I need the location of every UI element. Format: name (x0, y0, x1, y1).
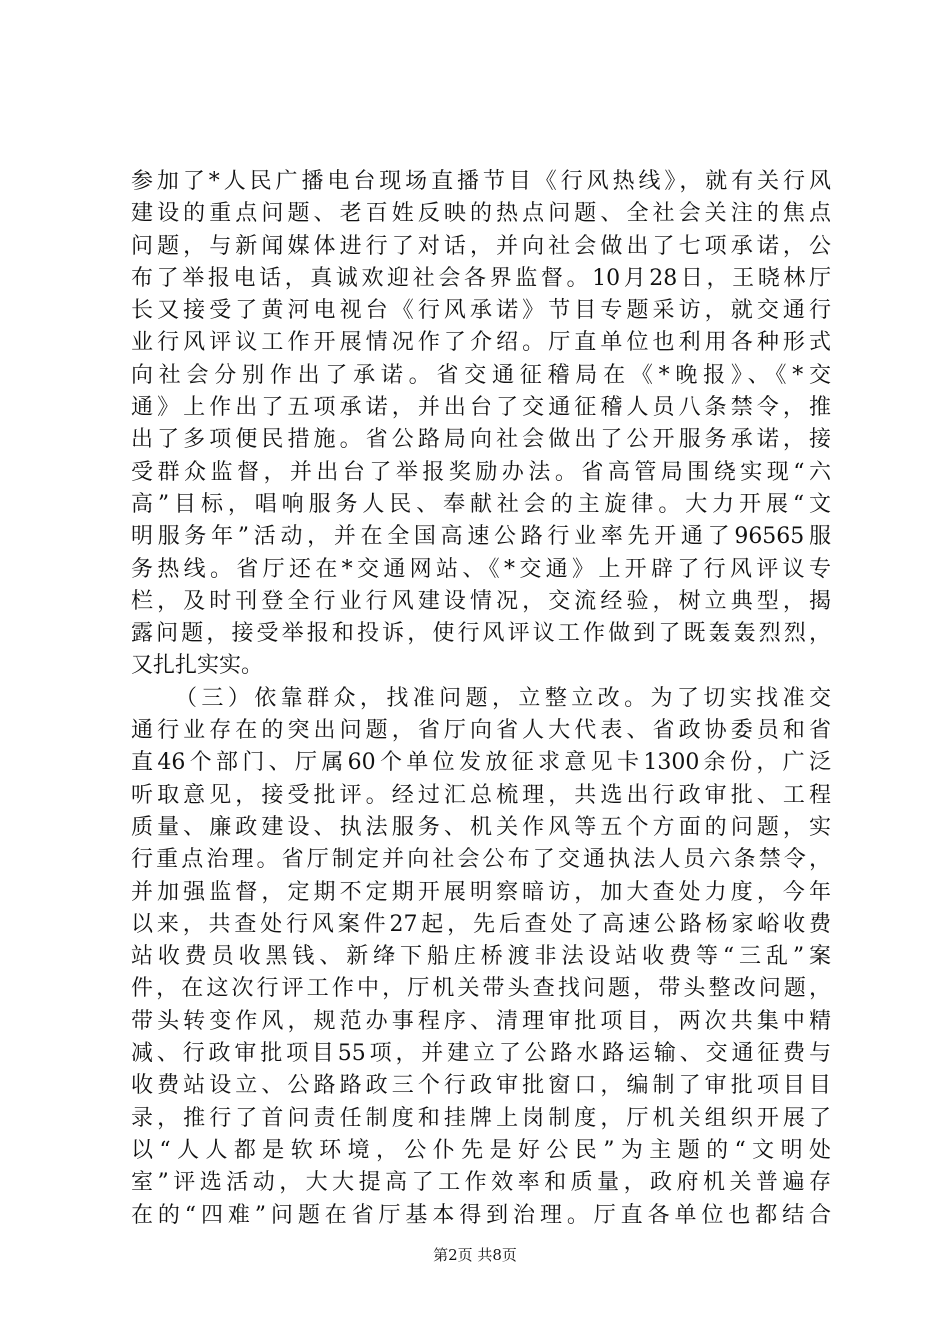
text-line: 以来，共查处行风案件27起，先后查处了高速公路杨家峪收费 (131, 911, 831, 937)
text-line: 务热线。省厅还在*交通网站、《*交通》上开辟了行风评议专 (131, 556, 831, 582)
text-line: 参加了*人民广播电台现场直播节目《行风热线》，就有关行风 (131, 169, 831, 194)
text-line: 收费站设立、公路路政三个行政审批窗口，编制了审批项目目 (131, 1073, 831, 1099)
text-line: 业行风评议工作开展情况作了介绍。厅直单位也利用各种形式 (131, 330, 831, 356)
text-line: 通》上作出了五项承诺，并出台了交通征稽人员八条禁令，推 (131, 395, 831, 421)
text-line: 录，推行了首问责任制度和挂牌上岗制度，厅机关组织开展了 (131, 1105, 831, 1131)
text-line: 长又接受了黄河电视台《行风承诺》节目专题采访，就交通行 (131, 298, 831, 324)
text-line: 受群众监督，并出台了举报奖励办法。省高管局围绕实现“六 (131, 459, 831, 485)
text-line: 问题，与新闻媒体进行了对话，并向社会做出了七项承诺，公 (131, 233, 831, 259)
text-line: 件，在这次行评工作中，厅机关带头查找问题，带头整改问题， (131, 976, 831, 1002)
text-line: 站收费员收黑钱、新绛下船庄桥渡非法设站收费等“三乱”案 (131, 944, 831, 970)
text-line: 明服务年”活动，并在全国高速公路行业率先开通了96565服 (131, 524, 831, 550)
text-line: 露问题，接受举报和投诉，使行风评议工作做到了既轰轰烈烈， (131, 621, 831, 647)
text-line: 并加强监督，定期不定期开展明察暗访，加大查处力度，今年 (131, 879, 831, 905)
text-line: 室”评选活动，大大提高了工作效率和质量，政府机关普遍存 (131, 1170, 831, 1196)
text-line: 又扎扎实实。 (131, 653, 264, 679)
text-line: 栏，及时刊登全行业行风建设情况，交流经验，树立典型，揭 (131, 588, 831, 614)
text-line: 向社会分别作出了承诺。省交通征稽局在《*晚报》、《*交 (131, 362, 831, 388)
paragraph-first-line: （三）依靠群众，找准问题，立整立改。为了切实找准交 (175, 685, 831, 711)
text-line: 行重点治理。省厅制定并向社会公布了交通执法人员六条禁令， (131, 847, 831, 873)
text-line: 直46个部门、厅属60个单位发放征求意见卡1300余份，广泛 (131, 750, 831, 776)
text-line: 减、行政审批项目55项，并建立了公路水路运输、交通征费与 (131, 1041, 831, 1067)
page-number-footer: 第2页 共8页 (433, 1246, 517, 1264)
text-line: 听取意见，接受批评。经过汇总梳理，共选出行政审批、工程 (131, 782, 831, 808)
text-line: 高”目标，唱响服务人民、奉献社会的主旋律。大力开展“文 (131, 491, 831, 517)
text-line: 出了多项便民措施。省公路局向社会做出了公开服务承诺，接 (131, 427, 831, 453)
text-line: 质量、廉政建设、执法服务、机关作风等五个方面的问题，实 (131, 814, 831, 840)
text-line: 建设的重点问题、老百姓反映的热点问题、全社会关注的焦点 (131, 201, 831, 227)
text-line: 布了举报电话，真诚欢迎社会各界监督。10月28日，王晓林厅 (131, 265, 831, 291)
document-body (131, 166, 831, 1232)
text-line: 在的“四难”问题在省厅基本得到治理。厅直各单位也都结合 (131, 1202, 831, 1228)
text-line: 通行业存在的突出问题，省厅向省人大代表、省政协委员和省 (131, 718, 831, 744)
text-line: 以“人人都是软环境，公仆先是好公民”为主题的“文明处 (131, 1137, 831, 1163)
text-line: 带头转变作风，规范办事程序、清理审批项目，两次共集中精 (131, 1008, 831, 1034)
